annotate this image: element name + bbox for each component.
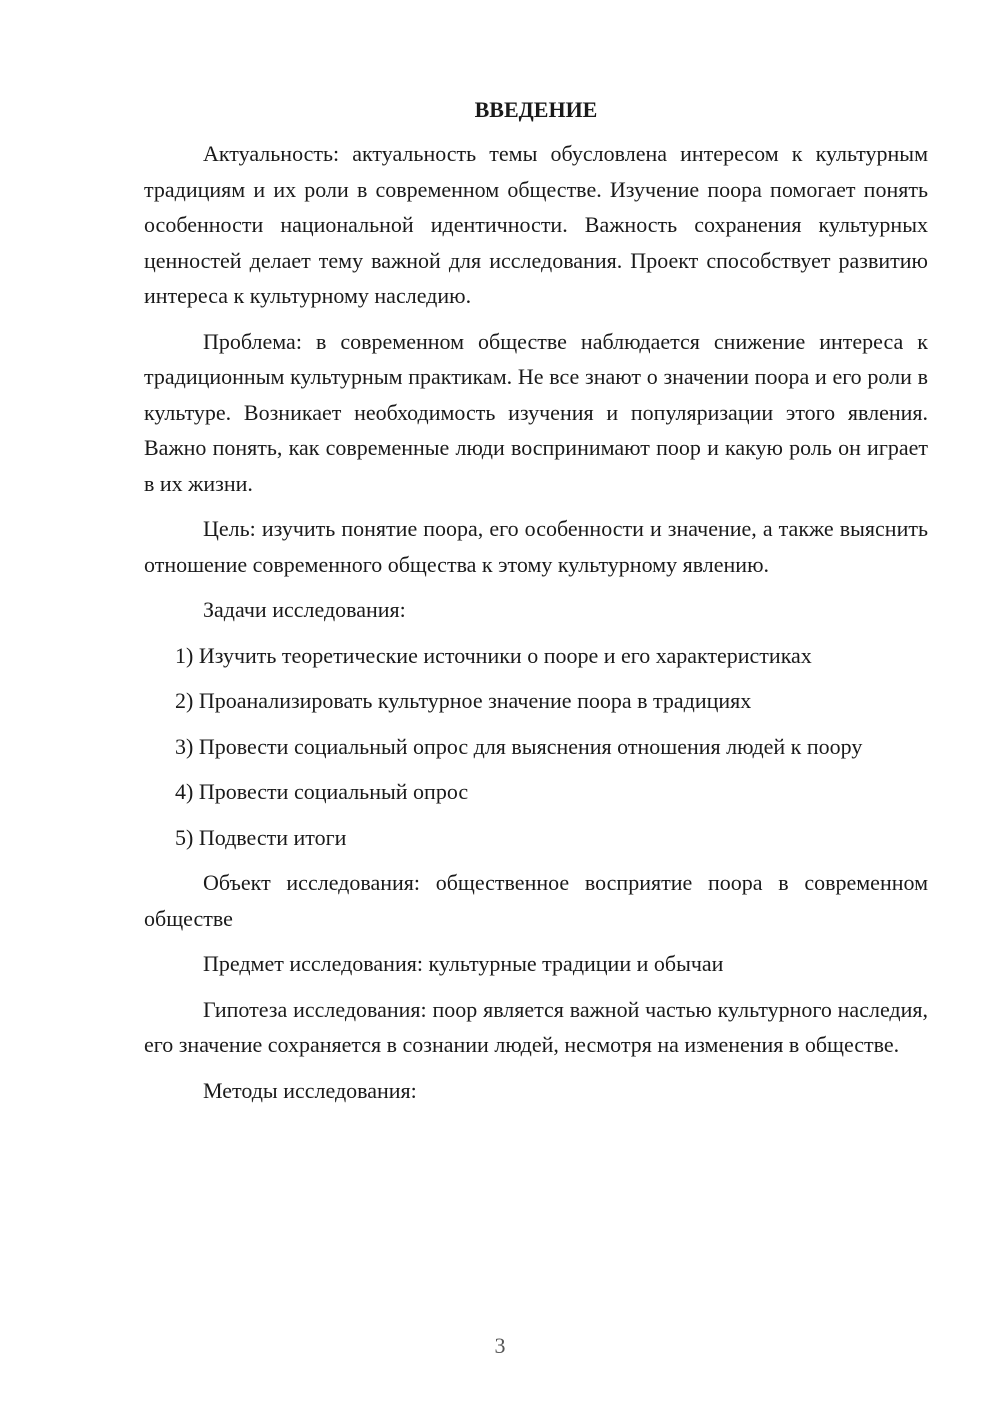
relevance-paragraph: Актуальность: актуальность темы обусловлена интересом к культурным традициям и их роли в современном обществе. Изучение поора помогает понять особенности национальной идентичности. Важность сохранения культурных ценностей делает тему важной для исследования. Проект способствует развитию интереса к культурному наследию. bbox=[144, 141, 928, 308]
goal-paragraph: Цель: изучить понятие поора, его особенности и значение, а также выяснить отношение современного общества к этому культурному явлению. bbox=[144, 516, 928, 577]
task-item-3: 3) Провести социальный опрос для выяснения отношения людей к поору bbox=[175, 733, 863, 759]
methods-heading: Методы исследования: bbox=[203, 1077, 417, 1103]
page-content bbox=[144, 94, 928, 1118]
hypothesis-paragraph: Гипотеза исследования: поор является важной частью культурного наследия, его значение сохраняется в сознании людей, несмотря на изменения в обществе. bbox=[144, 996, 928, 1057]
task-item-5: 5) Подвести итоги bbox=[175, 824, 347, 850]
page-number: 3 bbox=[494, 1333, 506, 1358]
task-item-2: 2) Проанализировать культурное значение поора в традициях bbox=[175, 688, 752, 713]
object-paragraph: Объект исследования: общественное восприятие поора в современном обществе bbox=[144, 870, 928, 931]
tasks-heading: Задачи исследования: bbox=[203, 597, 406, 622]
subject-paragraph: Предмет исследования: культурные традиции и обычаи bbox=[203, 951, 724, 976]
task-item-1: 1) Изучить теоретические источники о пооре и его характеристиках bbox=[175, 642, 812, 668]
problem-paragraph: Проблема: в современном обществе наблюдается снижение интереса к традиционным культурным практикам. Не все знают о значении поора и его роли в культуре. Возникает необходимость изучения и популяризации этого явления. Важно понять, как современные люди воспринимают поор и какую роль он играет в их жизни. bbox=[144, 328, 928, 496]
section-title: ВВЕДЕНИЕ bbox=[474, 97, 598, 122]
task-item-4: 4) Провести социальный опрос bbox=[175, 779, 469, 804]
